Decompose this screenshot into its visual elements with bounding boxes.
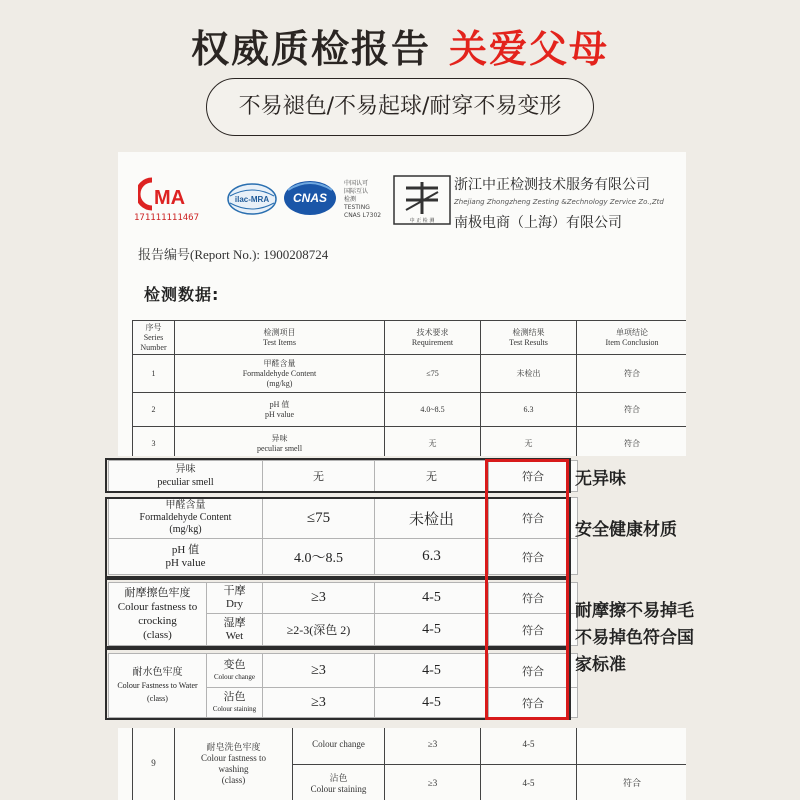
water-stain-conclusion: 符合 bbox=[489, 688, 578, 718]
formaldehyde-conclusion: 符合 bbox=[489, 498, 578, 539]
row-requirement: 4.0~8.5 bbox=[385, 393, 481, 427]
report-document-bottom bbox=[118, 728, 686, 800]
row-result: 6.3 bbox=[481, 393, 577, 427]
row-requirement: ≤75 bbox=[385, 355, 481, 393]
table-row bbox=[133, 427, 687, 457]
note-rub-line: 不易掉色符合国 bbox=[575, 628, 694, 648]
note-rub-line: 耐摩擦不易掉毛 bbox=[575, 601, 694, 621]
note-safe-material: 安全健康材质 bbox=[575, 520, 677, 540]
cma-code: 171111111467 bbox=[134, 213, 200, 223]
water-change-label: 变色 Colour change bbox=[207, 654, 263, 688]
washing-stain-conclusion: 符合 bbox=[577, 765, 687, 800]
smell-item: 异味 peculiar smell bbox=[109, 461, 263, 492]
header-cell: 检测项目 Test Items bbox=[175, 321, 385, 355]
water-stain-result: 4-5 bbox=[375, 688, 489, 718]
cnas-logo-icon bbox=[282, 178, 338, 218]
row-number: 1 bbox=[133, 355, 175, 393]
report-table bbox=[132, 320, 686, 456]
data-section-title: 检测数据: bbox=[144, 285, 220, 304]
crocking-dry-requirement: ≥3 bbox=[263, 583, 375, 614]
row-result: 无 bbox=[481, 427, 577, 457]
cnas-caption-line: 检测 bbox=[344, 196, 357, 203]
crocking-dry-conclusion: 符合 bbox=[489, 583, 578, 614]
crocking-item: 耐摩擦色牢度 Colour fastness to crocking (class) bbox=[109, 583, 207, 646]
formaldehyde-result: 未检出 bbox=[375, 498, 489, 539]
washing-change-label: Colour change bbox=[293, 728, 385, 765]
table-row bbox=[133, 393, 687, 427]
smell-requirement: 无 bbox=[263, 461, 375, 492]
ph-item: pH 值 pH value bbox=[109, 539, 263, 575]
row-number: 9 bbox=[133, 728, 175, 800]
client-name: 南极电商（上海）有限公司 bbox=[454, 215, 622, 231]
company-name-cn: 浙江中正检测技术服务有限公司 bbox=[454, 177, 650, 193]
header-cell: 技术要求 Requirement bbox=[385, 321, 481, 355]
water-item: 耐水色牢度 Colour Fastness to Water (class) bbox=[109, 654, 207, 718]
crocking-dry-label: 干摩 Dry bbox=[207, 583, 263, 614]
header-cell: 检测结果 Test Results bbox=[481, 321, 577, 355]
bottom-table bbox=[132, 728, 686, 800]
washing-change-conclusion bbox=[577, 728, 687, 765]
washing-change-requirement: ≥3 bbox=[385, 728, 481, 765]
ph-conclusion: 符合 bbox=[489, 539, 578, 575]
water-change-result: 4-5 bbox=[375, 654, 489, 688]
seal-caption: 中 正 检 测 bbox=[409, 218, 435, 224]
row-conclusion: 符合 bbox=[577, 427, 687, 457]
water-stain-requirement: ≥3 bbox=[263, 688, 375, 718]
ilac-label: ilac-MRA bbox=[234, 195, 270, 204]
header-cell: 序号 Series Number bbox=[133, 321, 175, 355]
table-row bbox=[133, 355, 687, 393]
cnas-label: CNAS bbox=[292, 191, 328, 205]
zhongzheng-seal-icon bbox=[392, 174, 452, 226]
header-cell: 单项结论 Item Conclusion bbox=[577, 321, 687, 355]
headline bbox=[0, 18, 800, 73]
formaldehyde-requirement: ≤75 bbox=[263, 498, 375, 539]
cnas-caption-line: 国际互认 bbox=[344, 188, 369, 195]
row-number: 2 bbox=[133, 393, 175, 427]
ilac-mra-logo-icon bbox=[226, 182, 278, 216]
cnas-caption bbox=[344, 180, 381, 220]
crocking-wet-conclusion: 符合 bbox=[489, 614, 578, 646]
cnas-caption-line: CNAS L7302 bbox=[344, 212, 382, 219]
row-item: 甲醛含量 Formaldehyde Content (mg/kg) bbox=[175, 355, 385, 393]
company-block bbox=[454, 174, 682, 232]
report-number: 报告编号(Report No.): 1900208724 bbox=[138, 247, 329, 262]
crocking-wet-requirement: ≥2-3(深色 2) bbox=[263, 614, 375, 646]
row-conclusion: 符合 bbox=[577, 355, 687, 393]
smell-result: 无 bbox=[375, 461, 489, 492]
company-name-en: Zhejiang Zhongzheng Zesting &Zechnology Zervice Zo.,Ztd bbox=[454, 198, 664, 206]
certification-logos bbox=[134, 172, 454, 232]
conclusion-highlight-box bbox=[485, 459, 569, 720]
row-number: 3 bbox=[133, 427, 175, 457]
row-item: 异味 peculiar smell bbox=[175, 427, 385, 457]
row-item: pH 值 pH value bbox=[175, 393, 385, 427]
note-no-smell: 无异味 bbox=[575, 469, 626, 489]
washing-stain-result: 4-5 bbox=[481, 765, 577, 800]
washing-stain-label: 沾色 Colour staining bbox=[293, 765, 385, 800]
smell-conclusion: 符合 bbox=[489, 461, 578, 492]
crocking-wet-label: 湿摩 Wet bbox=[207, 614, 263, 646]
cnas-caption-line: TESTING bbox=[344, 204, 370, 211]
formaldehyde-item: 甲醛含量 Formaldehyde Content (mg/kg) bbox=[109, 498, 263, 539]
water-stain-label: 沾色 Colour staining bbox=[207, 688, 263, 718]
headline-title: 权威质检报告 bbox=[190, 27, 431, 71]
row-item: 耐皂洗色牢度 Colour fastness to washing (class) bbox=[175, 728, 293, 800]
washing-change-result: 4-5 bbox=[481, 728, 577, 765]
row-conclusion: 符合 bbox=[577, 393, 687, 427]
ph-requirement: 4.0～8.5 bbox=[263, 539, 375, 575]
crocking-dry-result: 4-5 bbox=[375, 583, 489, 614]
report-table-header bbox=[133, 321, 687, 355]
cnas-caption-line: 中国认可 bbox=[344, 180, 369, 187]
note-rub-line: 家标准 bbox=[575, 655, 626, 675]
water-change-conclusion: 符合 bbox=[489, 654, 578, 688]
table-row bbox=[133, 728, 687, 765]
row-requirement: 无 bbox=[385, 427, 481, 457]
washing-stain-requirement: ≥3 bbox=[385, 765, 481, 800]
water-change-requirement: ≥3 bbox=[263, 654, 375, 688]
svg-text:MA: MA bbox=[154, 187, 186, 209]
headline-highlight: 关爱父母 bbox=[449, 27, 610, 71]
cma-logo-icon bbox=[138, 176, 198, 212]
feature-banner: 不易褪色/不易起球/耐穿不易变形 bbox=[206, 78, 594, 136]
ph-result: 6.3 bbox=[375, 539, 489, 575]
row-result: 未检出 bbox=[481, 355, 577, 393]
crocking-wet-result: 4-5 bbox=[375, 614, 489, 646]
report-document bbox=[118, 152, 686, 456]
